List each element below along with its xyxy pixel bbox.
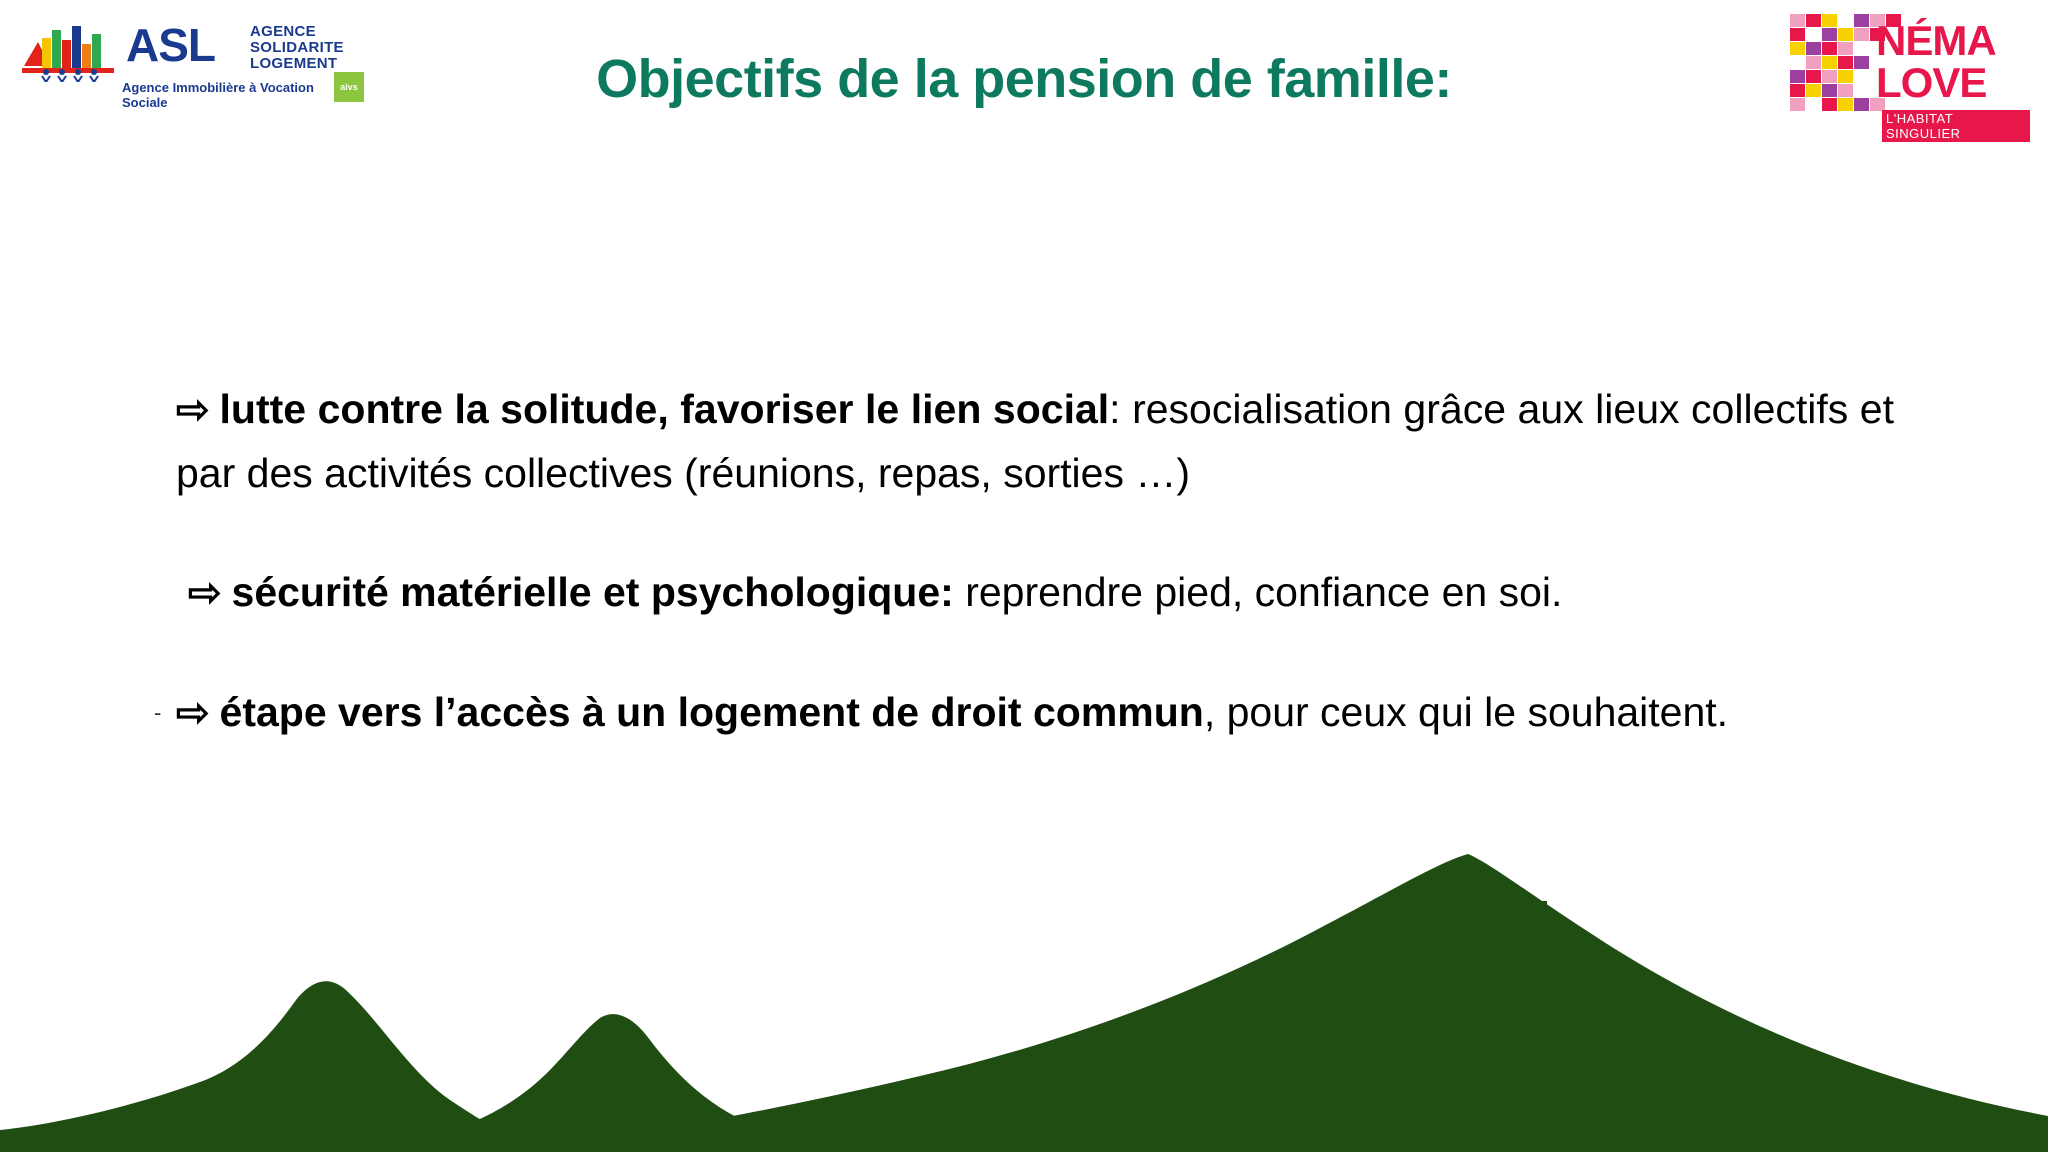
page-title: Objectifs de la pension de famille: (596, 49, 1452, 109)
bullet-rest-text: : resocialisation grâce aux lieux collectifs et par des activités collectives (réunions, repas, sorties …) (176, 386, 1894, 496)
bullet-item (176, 561, 1894, 625)
slide-content (176, 378, 1894, 783)
bullet-rest-text: , pour ceux qui le souhaitent. (1203, 689, 1729, 735)
asl-logo-line-2: SOLIDARITE (250, 39, 344, 56)
bullet-item (176, 681, 1894, 745)
asl-logo-word: ASL (126, 19, 215, 71)
arrow-icon: ⇨ (176, 691, 210, 735)
asl-logo-subtitle: Agence Immobilière à Vocation Sociale (122, 80, 314, 110)
asl-logo-line-3: LOGEMENT (250, 55, 338, 72)
hills-decoration (0, 832, 2048, 1152)
nema-logo-name2: LOVE (1876, 59, 1987, 106)
bullet-bold-text: étape vers l’accès à un logement de droit commun (219, 689, 1204, 735)
arrow-icon: ⇨ (188, 571, 222, 615)
slide-header (0, 0, 2048, 180)
aivs-badge: aivs (334, 72, 364, 102)
bullet-bold-text: lutte contre la solitude, favoriser le lien social (219, 386, 1110, 432)
nema-logo-name: NÉMA (1876, 17, 1996, 64)
arrow-icon: ⇨ (176, 388, 210, 432)
bullet-bold-text: sécurité matérielle et psychologique: (231, 569, 954, 615)
bullet-item (176, 378, 1894, 505)
bullet-rest-text: reprendre pied, confiance en soi. (953, 569, 1563, 615)
asl-logo-line-1: AGENCE (250, 23, 316, 40)
nema-logo-tagline: L'HABITAT SINGULIER (1882, 110, 2030, 142)
